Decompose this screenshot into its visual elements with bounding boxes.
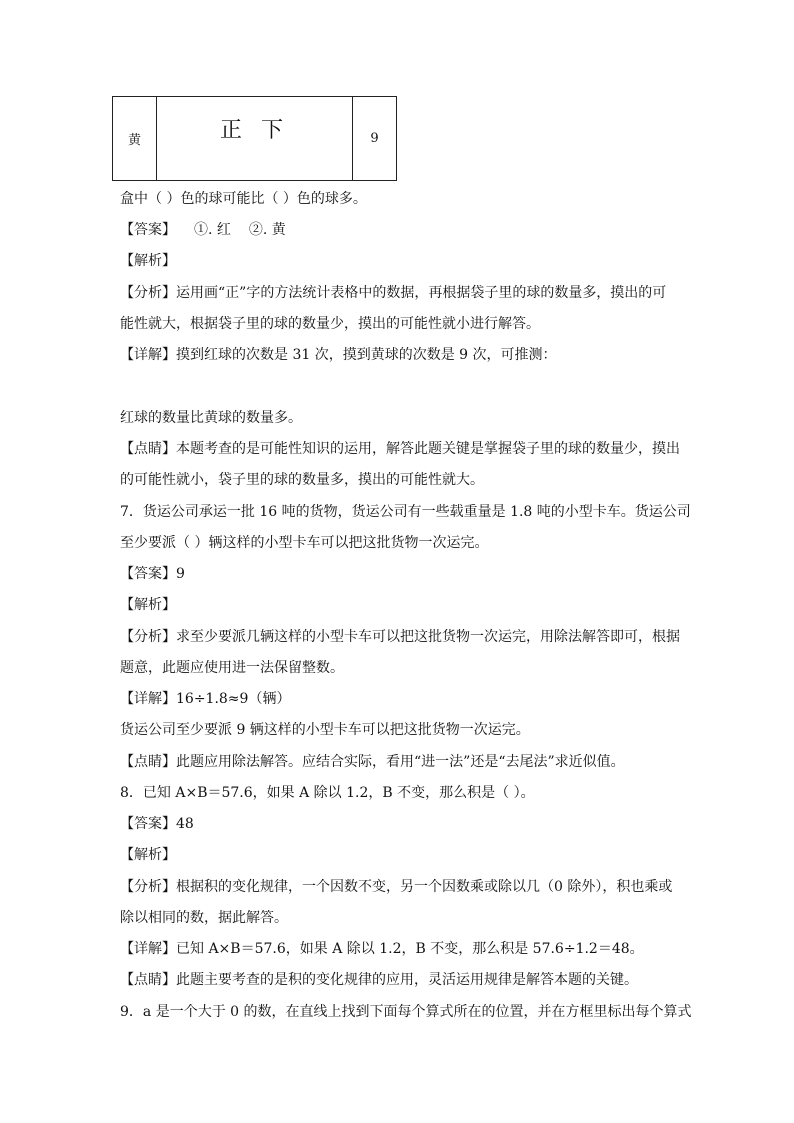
analysis-text-line: 除以相同的数，据此解答。 [120,910,288,926]
detail-text-line: 【详解】摸到红球的次数是 31 次，摸到黄球的次数是 9 次，可推测： [120,347,557,363]
answer-label: 【答案】 [120,222,176,238]
tally-row-yellow [113,97,397,181]
detail-text-line: 红球的数量比黄球的数量多。 [120,410,302,426]
analysis-text-line: 题意，此题应使用进一法保留整数。 [120,660,344,676]
comment-text-line: 【点睛】本题考查的是可能性知识的运用，解答此题关键是掌握袋子里的球的数量少，摸出 [120,441,680,457]
analysis-text-line: 【分析】求至少要派几辆这样的小型卡车可以把这批货物一次运完，用除法解答即可，根据 [120,629,680,645]
answer-option-2: ②. 黄 [248,222,286,238]
question-6-tail: 盒中（ ）色的球可能比（ ）色的球多。 [120,191,367,207]
question-7-line: 至少要派（ ）辆这样的小型卡车可以把这批货物一次运完。 [120,535,489,551]
tally-table [112,96,397,181]
detail-text-line: 【详解】16÷1.8≈9（辆） [120,691,291,707]
analysis-text-line: 【分析】运用画“正”字的方法统计表格中的数据，再根据袋子里的球的数量多，摸出的可 [120,285,667,301]
question-9-line: 9．a 是一个大于 0 的数，在直线上找到下面每个算式所在的位置，并在方框里标出每个算式 [120,1004,692,1020]
analysis-heading: 【解析】 [120,253,176,269]
analysis-heading: 【解析】 [120,597,176,613]
question-8-line: 8．已知 A×B＝57.6，如果 A 除以 1.2，B 不变，那么积是（ ）。 [120,785,535,801]
answer-line-6 [120,219,286,239]
detail-text-line: 【详解】已知 A×B＝57.6，如果 A 除以 1.2，B 不变，那么积是 57.6÷1.2＝48。 [120,941,644,957]
analysis-heading: 【解析】 [120,847,176,863]
tally-marks-cell [157,97,353,181]
answer-line-8: 【答案】48 [120,816,194,832]
question-7-line: 7．货运公司承运一批 16 吨的货物，货运公司有一些载重量是 1.8 吨的小型卡车。货运公司 [120,504,691,520]
comment-text-line: 【点睛】此题主要考查的是积的变化规律的应用，灵活运用规律是解答本题的关键。 [120,972,638,988]
detail-text-line: 货运公司至少要派 9 辆这样的小型卡车可以把这批货物一次运完。 [120,722,530,738]
answer-option-1: ①. 红 [194,222,231,238]
analysis-text-line: 【分析】根据积的变化规律，一个因数不变，另一个因数乘或除以几（0 除外），积也乘或 [120,879,673,895]
answer-line-7: 【答案】9 [120,566,185,582]
comment-text-line: 的可能性就小，袋子里的球的数量多，摸出的可能性就大。 [120,472,484,488]
tally-marks: 正 下 [220,118,289,143]
count-cell: 9 [353,97,397,181]
comment-text-line: 【点睛】此题应用除法解答。应结合实际，看用“进一法”还是“去尾法”求近似值。 [120,754,625,770]
color-cell: 黄 [113,97,157,181]
analysis-text-line: 能性就大，根据袋子里的球的数量少，摸出的可能性就小进行解答。 [120,316,540,332]
